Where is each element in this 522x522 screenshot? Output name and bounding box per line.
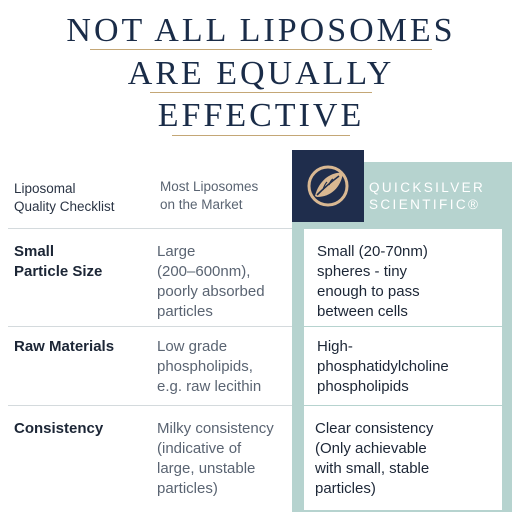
checklist-header-line: Liposomal bbox=[14, 181, 76, 196]
label-line: Consistency bbox=[14, 420, 104, 437]
cell-line: enough to pass bbox=[317, 283, 420, 300]
brand-name-line-2: SCIENTIFIC® bbox=[369, 197, 481, 212]
cell-line: (indicative of bbox=[157, 440, 242, 457]
cell-line: particles) bbox=[315, 480, 376, 497]
cell-line: Milky consistency bbox=[157, 420, 274, 437]
market-cell-consistency bbox=[157, 419, 274, 499]
leaf-emblem-icon bbox=[305, 163, 351, 209]
cell-line: phospholipids, bbox=[157, 358, 253, 375]
row-label-consistency bbox=[14, 419, 103, 439]
checklist-header-line: Quality Checklist bbox=[14, 199, 115, 214]
label-line: Particle Size bbox=[14, 263, 103, 280]
quicksilver-cell-raw-materials bbox=[317, 337, 449, 397]
cell-line: (Only achievable bbox=[315, 440, 427, 457]
brand-logo bbox=[292, 150, 364, 222]
cell-line: spheres - tiny bbox=[317, 263, 408, 280]
quicksilver-cell-consistency bbox=[315, 419, 433, 499]
market-cell-particle-size bbox=[157, 242, 265, 322]
brand-name-line-1: QUICKSILVER bbox=[369, 180, 486, 195]
label-line: Raw Materials bbox=[14, 338, 115, 355]
cell-line: (200–600nm), bbox=[157, 263, 251, 280]
cell-line: phosphatidylcholine bbox=[317, 358, 449, 375]
market-header-line: on the Market bbox=[160, 197, 243, 212]
row-divider-highlight bbox=[304, 326, 502, 327]
cell-line: High- bbox=[317, 338, 353, 355]
title-line-3: EFFECTIVE bbox=[157, 97, 365, 134]
checklist-header bbox=[14, 180, 115, 216]
cell-line: poorly absorbed bbox=[157, 283, 265, 300]
cell-line: Clear consistency bbox=[315, 420, 434, 437]
row-divider-highlight bbox=[304, 405, 502, 406]
row-label-raw-materials bbox=[14, 337, 114, 357]
quicksilver-cell-particle-size bbox=[317, 242, 428, 322]
title-divider-1 bbox=[90, 49, 432, 50]
cell-line: particles bbox=[157, 303, 213, 320]
title-divider-2 bbox=[150, 92, 372, 93]
row-divider bbox=[8, 326, 292, 327]
title-divider-3 bbox=[172, 135, 350, 136]
cell-line: e.g. raw lecithin bbox=[157, 378, 262, 395]
market-cell-raw-materials bbox=[157, 337, 261, 397]
cell-line: large, unstable bbox=[157, 460, 256, 477]
market-header bbox=[160, 178, 258, 214]
row-divider bbox=[8, 228, 292, 229]
label-line: Small bbox=[14, 243, 55, 260]
cell-line: Small (20-70nm) bbox=[317, 243, 428, 260]
cell-line: between cells bbox=[317, 303, 408, 320]
market-header-line: Most Liposomes bbox=[160, 179, 259, 194]
cell-line: particles) bbox=[157, 480, 218, 497]
title-line-1: NOT ALL LIPOSOMES bbox=[66, 12, 456, 49]
cell-line: Large bbox=[157, 243, 196, 260]
title-line-2: ARE EQUALLY bbox=[127, 55, 395, 92]
cell-line: phospholipids bbox=[317, 378, 409, 395]
cell-line: with small, stable bbox=[315, 460, 430, 477]
row-label-particle-size bbox=[14, 242, 102, 282]
cell-line: Low grade bbox=[157, 338, 228, 355]
row-divider bbox=[8, 405, 292, 406]
